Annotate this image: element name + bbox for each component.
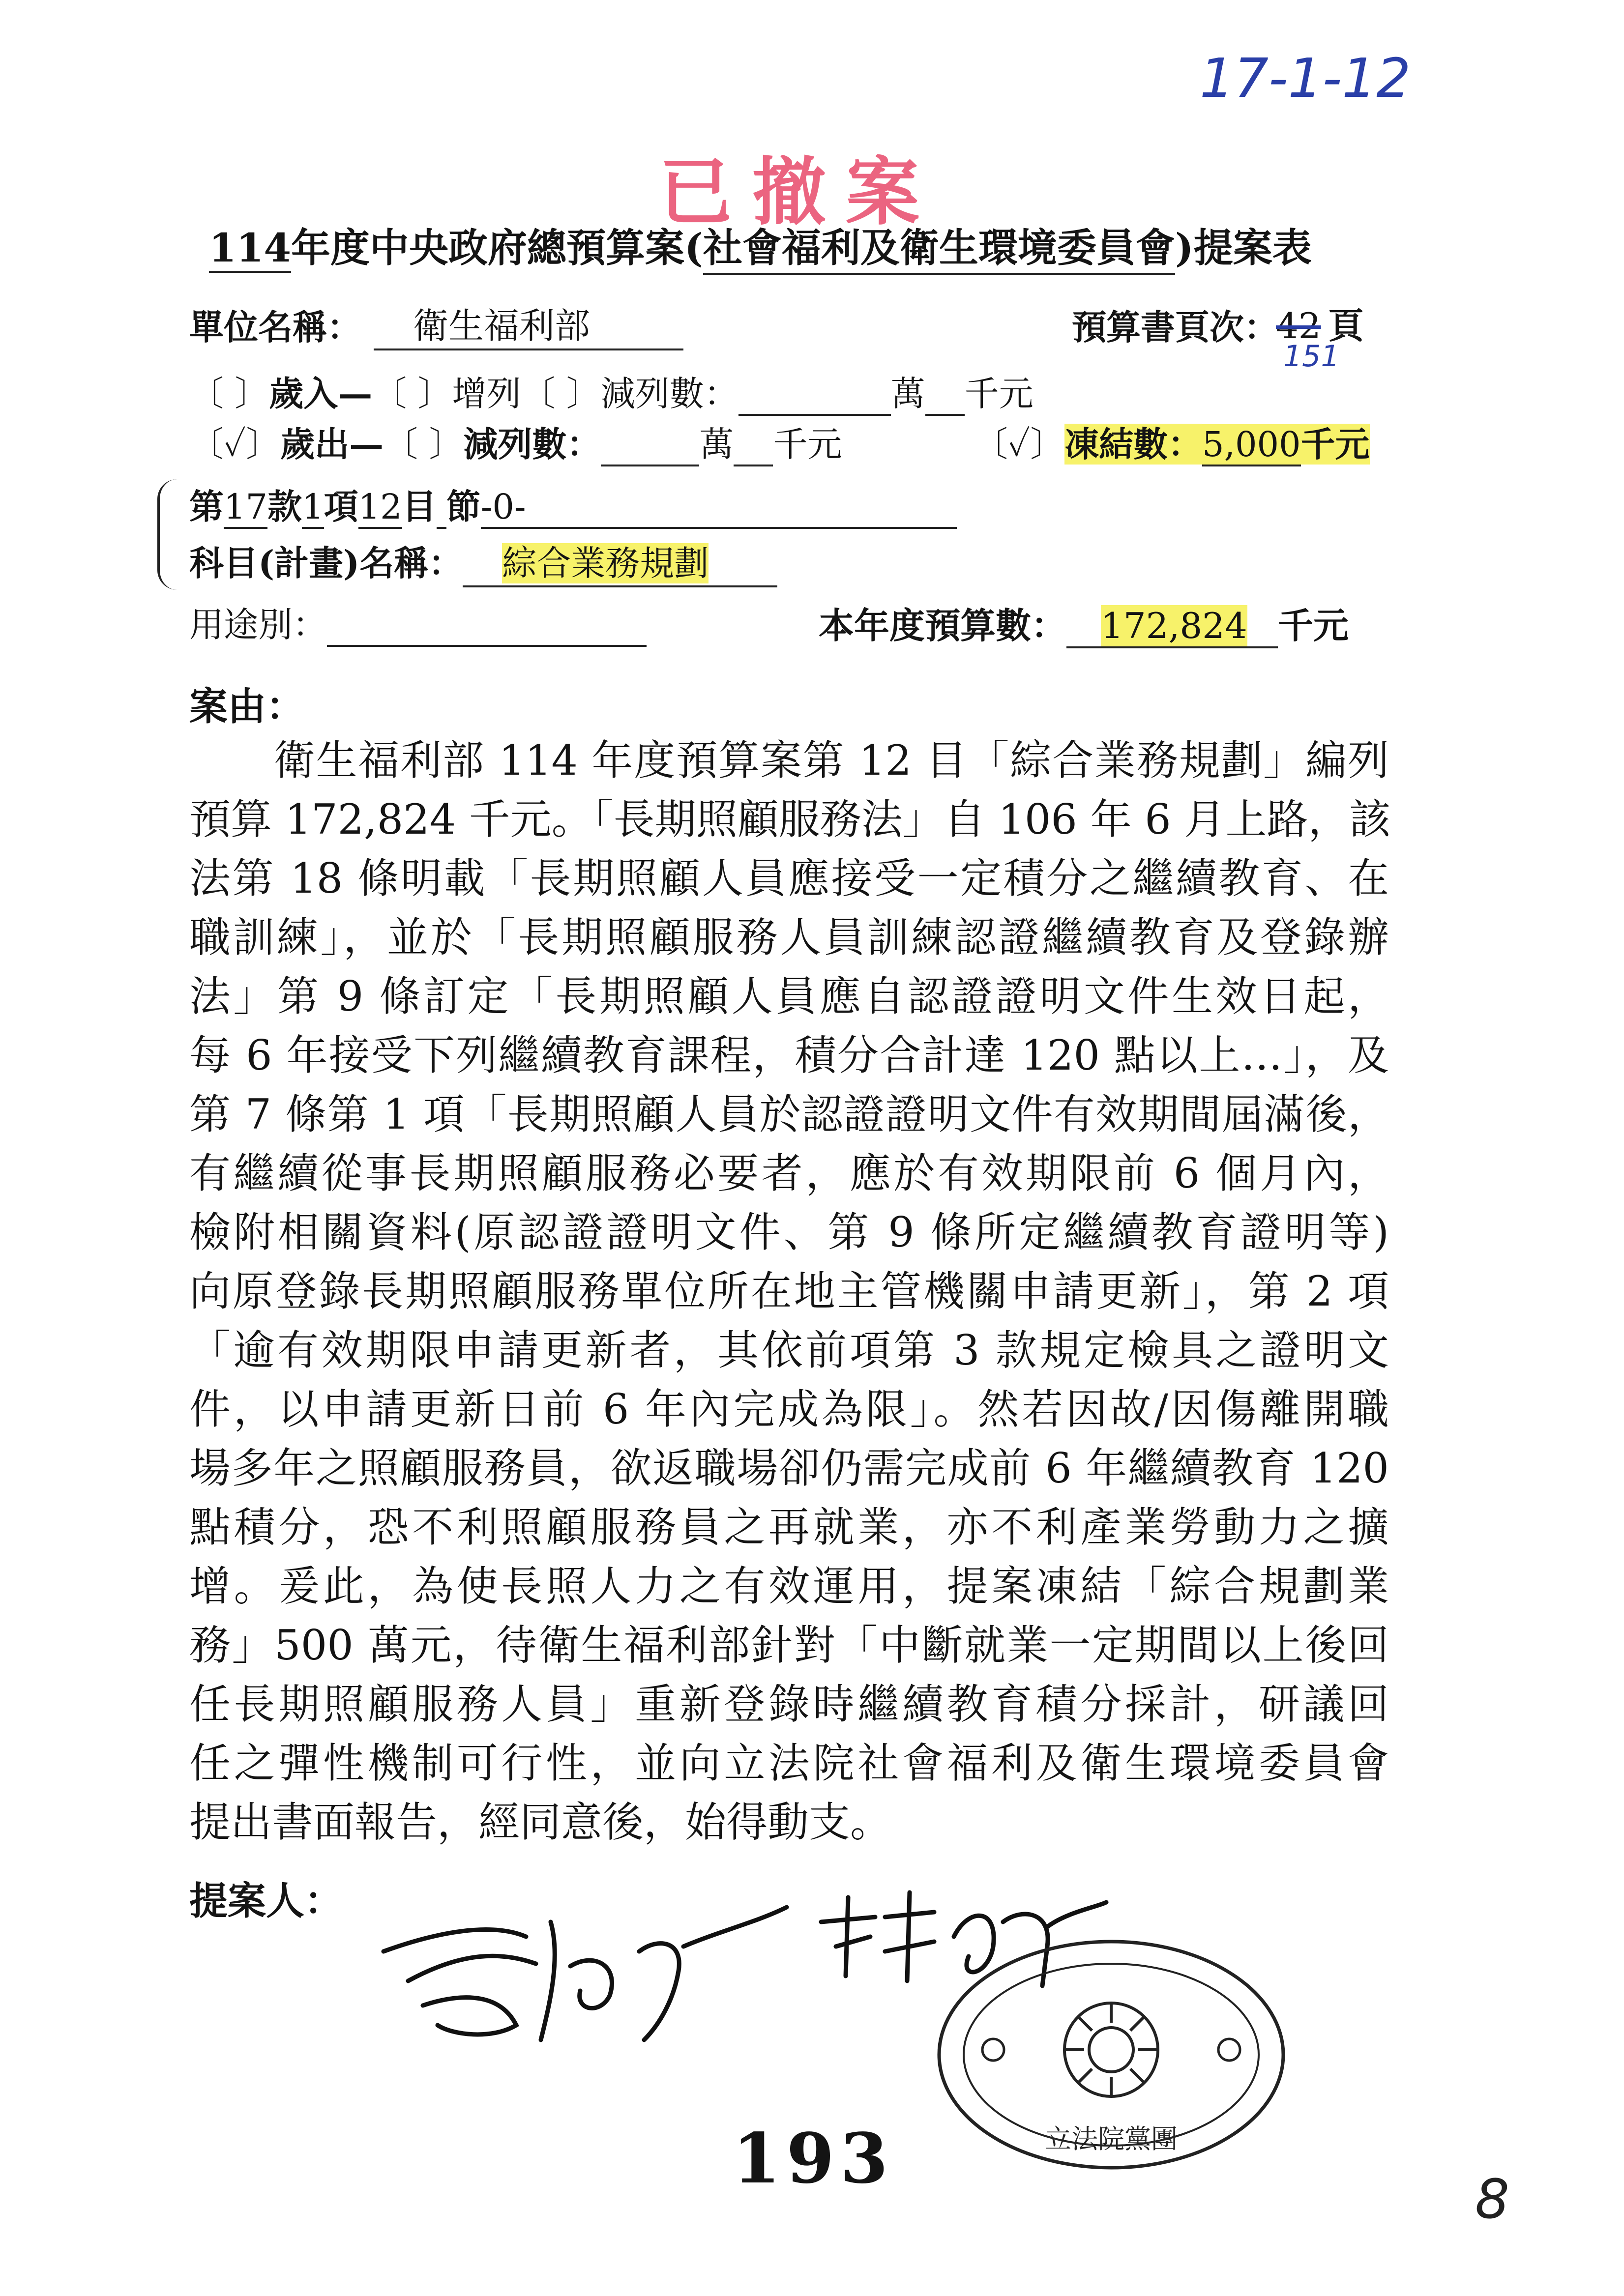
- freeze-label: 凍結數：: [1064, 424, 1203, 465]
- usage-row: [189, 597, 647, 647]
- account-brace: [157, 479, 179, 590]
- unit-name-value: 衛生福利部: [374, 297, 683, 350]
- proposer-label: 提案人：: [189, 1879, 343, 1923]
- reason-label: 案由：: [189, 684, 305, 729]
- title-part1: 年度中央政府總預算案(: [291, 225, 703, 271]
- revenue-row: [189, 366, 1033, 416]
- body-line: 向原登錄長期照顧服務單位所在地主管機關申請更新」，第 2 項: [189, 1267, 1389, 1315]
- body-line: 任之彈性機制可行性，並向立法院社會福利及衛生環境委員會: [189, 1739, 1389, 1787]
- body-line: 務」500 萬元，待衛生福利部針對「中斷就業一定期間以上後回: [189, 1621, 1389, 1669]
- annual-budget-label: 本年度預算數：: [819, 605, 1067, 646]
- body-line: 任長期照顧服務人員」重新登錄時繼續教育積分採計，研議回: [189, 1680, 1389, 1728]
- body-line: 「逾有效期限申請更新者，其依前項第 3 款規定檢具之證明文: [189, 1326, 1389, 1374]
- body-line: 增。爰此，為使長照人力之有效運用，提案凍結「綜合規劃業: [189, 1562, 1389, 1610]
- subject-value: 綜合業務規劃: [502, 543, 709, 583]
- body-line: 法」第 9 條訂定「長期照顧人員應自認證證明文件生效日起，: [189, 972, 1389, 1020]
- withdrawn-stamp: 已撤案: [659, 149, 940, 235]
- account-extra: -: [514, 487, 957, 529]
- account-xiang: 1: [302, 487, 324, 529]
- revenue-wan: 萬: [890, 374, 925, 414]
- revenue-label: 歲入—: [269, 373, 373, 414]
- annual-budget-value: 172,824: [1101, 605, 1247, 646]
- expense-row: [189, 417, 842, 466]
- body-line: 點積分，恐不利照顧服務員之再就業，亦不利產業勞動力之擴: [189, 1503, 1389, 1551]
- decrease-bracket: 〔 〕: [521, 374, 601, 414]
- revenue-bracket: 〔 〕: [189, 374, 269, 414]
- subject-row: [189, 536, 777, 587]
- budget-page-label: 預算書頁次：: [1072, 307, 1278, 348]
- title-year: 114: [209, 225, 291, 273]
- freeze-value: 5,000: [1202, 424, 1300, 466]
- body-line: 件，以申請更新日前 6 年內完成為限」。然若因故/因傷離開職: [189, 1385, 1389, 1433]
- body-line: 法第 18 條明載「長期照顧人員應接受一定積分之繼續教育、在: [189, 854, 1389, 902]
- body-line: 第 7 條第 1 項「長期照顧人員於認證證明文件有效期間屆滿後，: [189, 1090, 1389, 1138]
- title-part2: )提案表: [1175, 225, 1312, 271]
- annual-budget-unit: 千元: [1278, 605, 1349, 646]
- handwritten-date-annotation: 17-1-12: [1200, 47, 1411, 110]
- freeze-check: 〔✓〕: [974, 424, 1065, 465]
- expense-decrease-label: 減列數：: [463, 424, 601, 465]
- expense-check: 〔✓〕: [189, 424, 281, 465]
- expense-label: 歲出—: [280, 424, 384, 465]
- account-kuan: 17: [224, 487, 267, 529]
- page-number: 193: [733, 2119, 894, 2199]
- signature-1: [364, 1878, 806, 2064]
- handwritten-page-number: 151: [1283, 339, 1340, 374]
- body-line: 場多年之照顧服務員，欲返職場卻仍需完成前 6 年繼續教育 120: [189, 1444, 1389, 1492]
- body-line: 檢附相關資料(原認證證明文件、第 9 條所定繼續教育證明等): [189, 1208, 1389, 1256]
- subject-label: 科目(計畫)名稱：: [189, 543, 463, 583]
- form-title: [209, 216, 1312, 275]
- revenue-decrease-label: 減列數：: [600, 374, 738, 414]
- body-line: 每 6 年接受下列繼續教育課程，積分合計達 120 點以上…」，及: [189, 1031, 1389, 1079]
- body-line: 預算 172,824 千元。「長期照顧服務法」自 106 年 6 月上路，該: [189, 795, 1391, 843]
- body-line: 衛生福利部 114 年度預算案第 12 目「綜合業務規劃」編列: [189, 736, 1389, 785]
- account-mu: 12: [358, 487, 402, 529]
- budget-page-value: 42 頁: [1276, 305, 1364, 347]
- title-committee: 社會福利及衛生環境委員會: [703, 216, 1175, 275]
- increase-bracket: 〔 〕: [372, 374, 452, 414]
- unit-name-label: 單位名稱：: [189, 307, 361, 348]
- party-seal: [934, 1937, 1288, 2173]
- increase-label: 增列: [452, 374, 521, 414]
- account-code-row: 第17款1項12目 節-0-: [189, 479, 957, 529]
- account-jie: -0: [481, 487, 514, 529]
- seal-text: 立法院黨團: [1045, 2123, 1178, 2154]
- corner-mark: 8: [1475, 2168, 1509, 2231]
- usage-label: 用途別：: [189, 605, 327, 645]
- freeze-row: [974, 417, 1370, 466]
- annual-budget-row: [819, 597, 1349, 648]
- expense-wan: 萬: [699, 424, 734, 465]
- body-line: 職訓練」，並於「長期照顧服務人員訓練認證繼續教育及登錄辦: [189, 913, 1389, 961]
- expense-qian: 千元: [773, 424, 842, 465]
- body-line: 有繼續從事長期照顧服務必要者，應於有效期限前 6 個月內，: [189, 1149, 1389, 1197]
- body-line: 提出書面報告，經同意後，始得動支。: [189, 1798, 892, 1846]
- expense-bracket: 〔 〕: [384, 424, 464, 465]
- freeze-unit: 千元: [1300, 424, 1370, 465]
- revenue-qian: 千元: [964, 374, 1033, 414]
